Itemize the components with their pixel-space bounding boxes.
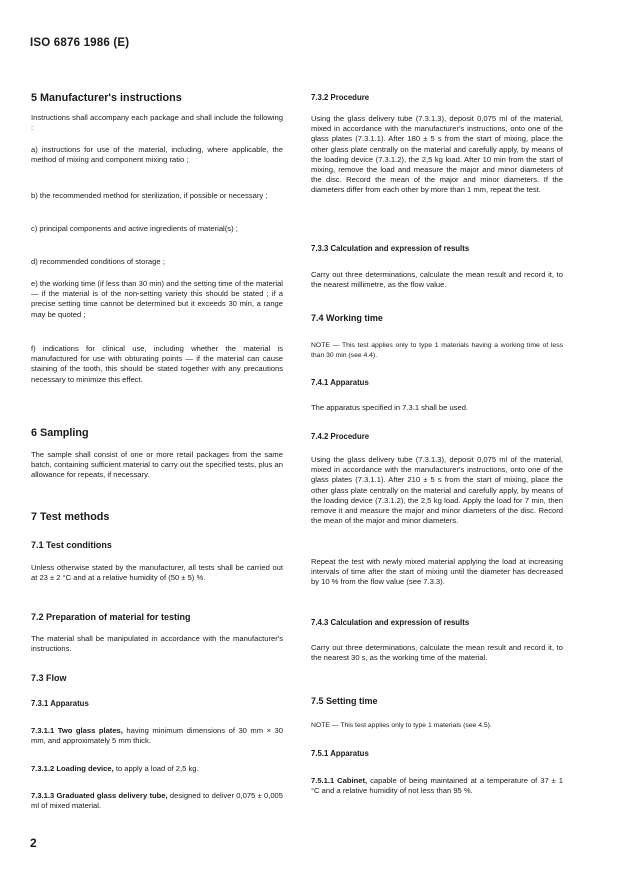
section-7-heading: 7 Test methods <box>31 511 110 523</box>
section-7-4-heading: 7.4 Working time <box>311 313 383 323</box>
section-7-2-heading: 7.2 Preparation of material for testing <box>31 612 191 622</box>
section-7-3-2-text: Using the glass delivery tube (7.3.1.3), deposit 0,075 ml of the material, mixed in accordance with the manufacturer's instructions, onto one of the glass plates (7.3.1.1). After 180 ± 5 s from the start of mixing, place the other glass plate centrally on the material and carefully apply, by means of the loading device (7.3.1.2), the 2,5 kg load. After 10 min from the start of mixing, remove the load and measure the major and minor diameters of the disc. Record the mean of the major and minor diameters. If the diameters differ from each other by more than 1 mm, repeat the test. <box>311 114 563 195</box>
document-header: ISO 6876 1986 (E) <box>30 37 130 49</box>
section-7-4-3-heading: 7.4.3 Calculation and expression of results <box>311 618 470 627</box>
section-7-5-1-1 <box>311 776 563 796</box>
list-item-e: e) the working time (if less than 30 min) and the setting time of the material — if the material is of the non-setting variety this should be stated ; if a precise setting time cannot be determined but it exceeds 30 min, a range may be quoted ; <box>31 279 283 319</box>
section-7-3-1-1 <box>31 726 283 746</box>
section-7-3-heading: 7.3 Flow <box>31 673 67 683</box>
list-item-b: b) the recommended method for sterilization, if possible or necessary ; <box>31 191 268 200</box>
section-7-5-note: NOTE — This test applies only to type 1 materials (see 4.5). <box>311 722 492 729</box>
section-7-3-2-heading: 7.3.2 Procedure <box>311 93 370 102</box>
item-label: 7.3.1.1 Two glass plates, <box>31 726 123 735</box>
section-7-4-2-text-2: Repeat the test with newly mixed material applying the load at increasing intervals of time after the start of mixing until the diameter has decreased by 10 % from the flow value (see 7.3.3). <box>311 557 563 587</box>
list-item-a: a) instructions for use of the material, including, where applicable, the method of mixing and component mixing ratio ; <box>31 145 283 165</box>
item-text: designed to deliver 0,075 ± 0,005 ml of mixed material. <box>31 791 284 811</box>
item-text: having minimum dimensions of 30 mm × 30 mm, and approximately 5 mm thick. <box>31 726 283 746</box>
section-7-4-1-heading: 7.4.1 Apparatus <box>311 378 369 387</box>
section-7-3-3-text: Carry out three determinations, calculate the mean result and record it, to the nearest millimetre, as the flow value. <box>311 270 563 290</box>
section-7-3-1-heading: 7.3.1 Apparatus <box>31 699 89 708</box>
list-item-c: c) principal components and active ingredients of material(s) ; <box>31 224 238 233</box>
section-6-heading: 6 Sampling <box>31 427 89 439</box>
section-7-3-1-3 <box>31 791 283 811</box>
section-7-5-1-heading: 7.5.1 Apparatus <box>311 749 369 758</box>
section-7-3-3-heading: 7.3.3 Calculation and expression of results <box>311 244 470 253</box>
page-number: 2 <box>30 836 37 850</box>
section-5-heading: 5 Manufacturer's instructions <box>31 92 182 104</box>
section-7-1-heading: 7.1 Test conditions <box>31 540 112 550</box>
item-label: 7.3.1.2 Loading device, <box>31 764 114 773</box>
section-7-3-1-2 <box>31 764 283 774</box>
section-7-4-2-text: Using the glass delivery tube (7.3.1.3), deposit 0,075 ml of the material, mixed in accordance with the manufacturer's instructions, onto one of the glass plates (7.3.1.1). After 210 ± 5 s from the start of mixing, place the other glass plate centrally on the material and carefully apply, by means of the loading device (7.3.1.2), the 2,5 kg load. Apply the load for 7 min, then remove it and measure the major and minor diameters of the disc. Record the mean of the major and minor diameters. <box>311 455 563 526</box>
section-7-1-text: Unless otherwise stated by the manufacturer, all tests shall be carried out at 23 ± 2 °C and at a relative humidity of (50 ± 5) %. <box>31 563 283 583</box>
item-label: 7.5.1.1 Cabinet, <box>311 776 368 785</box>
item-label: 7.3.1.3 Graduated glass delivery tube, <box>31 791 168 800</box>
list-item-d: d) recommended conditions of storage ; <box>31 257 165 266</box>
section-5-intro: Instructions shall accompany each package and shall include the following : <box>31 113 283 133</box>
section-7-4-2-heading: 7.4.2 Procedure <box>311 432 370 441</box>
item-text: to apply a load of 2,5 kg. <box>113 764 199 773</box>
section-7-4-1-text: The apparatus specified in 7.3.1 shall be used. <box>311 403 469 412</box>
section-7-5-heading: 7.5 Setting time <box>311 696 378 706</box>
section-7-2-text: The material shall be manipulated in accordance with the manufacturer's instructions. <box>31 634 283 654</box>
section-6-text: The sample shall consist of one or more retail packages from the same batch, containing sufficient material to carry out the specified tests, plus an allowance for repeats, if necessary. <box>31 450 283 480</box>
section-7-4-3-text: Carry out three determinations, calculate the mean result and record it, to the nearest 30 s, as the working time of the material. <box>311 643 563 663</box>
list-item-f: f) indications for clinical use, including whether the material is manufactured for use with obturating points — if the material can cause staining of the tooth, this should be stated together with any precautions necessary to minimize this effect. <box>31 344 283 384</box>
section-7-4-note: NOTE — This test applies only to type 1 materials having a working time of less than 30 min (see 4.4). <box>311 342 563 359</box>
item-text: capable of being maintained at a temperature of 37 ± 1 °C and a relative humidity of not less than 95 %. <box>311 776 563 796</box>
